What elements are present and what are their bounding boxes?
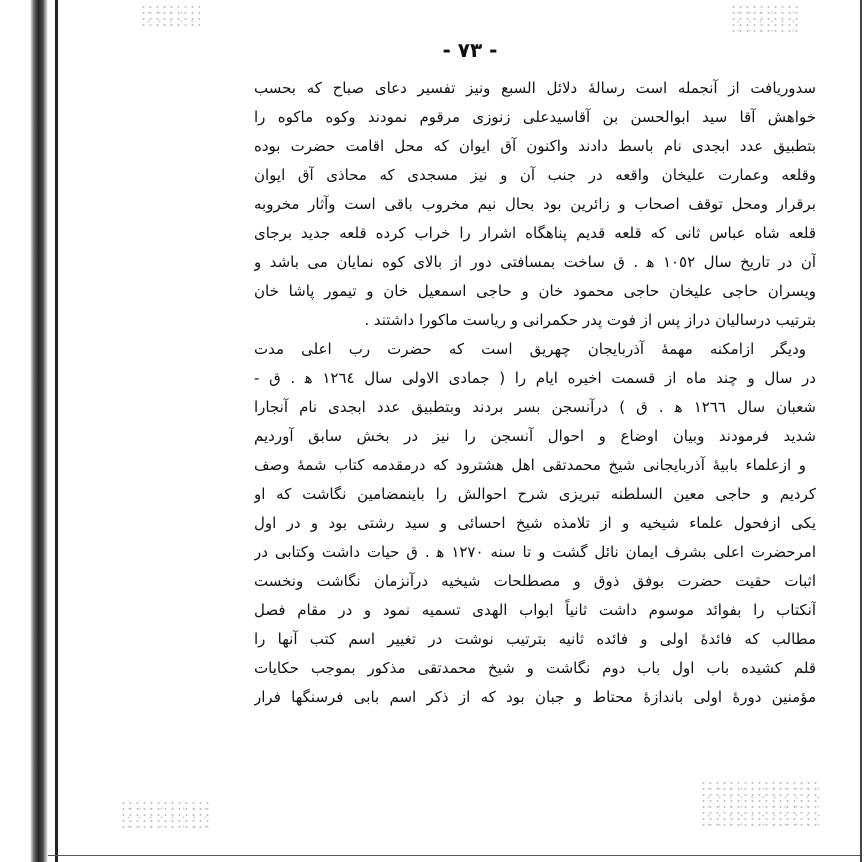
text-line: آن در تاریخ سال ١٠٥٢ ﻫ . ق ساخت بمسافتی دور از بالای کوه نمایان می باشد و — [254, 253, 816, 271]
body-text — [254, 74, 816, 712]
text-line: مؤمنین دورهٔ اولی باندازهٔ محتاط و جبان بود که از ذکر اسم بابی فرسنگها فرار — [254, 688, 816, 706]
text-line: وقلعه وعمارت علیخان واقعه در جنب آن و نیز مسجدی که محاذی آق ایوان — [254, 166, 816, 184]
scan-noise — [700, 780, 820, 830]
text-line: آنکتاب را بفوائد موسوم داشت ثانیاً ابواب الهدی تسمیه نمود و در مقام فصل — [254, 601, 816, 619]
text-line: برقرار ومحل توقف اصحاب و زائرین بود بحال نیم مخروب باقی است وآثار مخروبه — [254, 195, 816, 213]
page-right-edge — [860, 0, 862, 862]
book-spine-shadow — [30, 0, 48, 862]
page-number: - ٧٣ - — [442, 38, 498, 62]
scan-noise — [730, 4, 800, 34]
scan-noise — [120, 800, 210, 830]
text-line: بترتیب درسالیان دراز پس از فوت پدر حکمرانی و ریاست ماکورا داشتند . — [364, 311, 816, 329]
text-line: امرحضرت اعلی بشرف ایمان نائل گشت و تا سنه ١٢٧٠ ﻫ . ق حیات داشت وکتابی در — [254, 543, 816, 561]
page-bottom-edge — [48, 855, 860, 856]
text-line: خواهش آقا سید ابوالحسن بن آقاسیدعلی زنوزی مرقوم نمودند وکوه ماکوه را — [254, 108, 816, 126]
scan-noise — [140, 4, 200, 28]
text-line: اثبات حقیت حضرت بوفق ذوق و مصطلحات شیخیه درآنزمان نگاشت ونخست — [254, 572, 816, 590]
text-line: کردیم و حاجی معین السلطنه تبریزی شرح احوالش را باینمضامین نگاشت که او — [254, 485, 816, 503]
text-line: مطالب که فائدهٔ اولی و فائده ثانیه بترتیب نوشت در تغییر اسم کتب آنها را — [254, 630, 816, 648]
text-line: شعبان سال ١٢٦٦ ﻫ . ق ) درآنسجن بسر بردند وبتطبیق عدد ابجدی نام آنجارا — [254, 398, 816, 416]
page-left-edge — [55, 0, 58, 862]
text-line: در سال و چند ماه از قسمت اخیره ایام را ( جمادی الاولی سال ١٢٦٤ ﻫ . ق - — [254, 369, 816, 387]
text-line: قلعه شاه عباس ثانی که قلعه قدیم پناهگاه اشرار را خراب کرده قلعه جدید برجای — [254, 224, 816, 242]
text-line: سدوریافت از آنجمله است رسالهٔ دلائل السبع ونیز تفسیر دعای صباح که بحسب — [254, 79, 816, 97]
paragraph-start-line: و ازعلماء بابیهٔ آذربایجانی شیخ محمدتقی اهل هشترود که درمقدمه کتاب شمهٔ وصف — [254, 456, 806, 474]
text-line: قلم کشیده باب اول باب دوم نگاشت و شیخ محمدتقی مذکور بموجب حکایات — [254, 659, 816, 677]
text-line: ویسران حاجی علیخان حاجی محمود خان و حاجی اسمعیل خان و تیمور پاشا خان — [254, 282, 816, 300]
text-line: شدید فرمودند وبیان اوضاع و احوال آنسجن را نیز در بخش سابق آوردیم — [254, 427, 816, 445]
text-line: یکی ازفحول علماء شیخیه و از تلامذه شیخ احسائی و سید رشتی بود و در اول — [254, 514, 816, 532]
paragraph-start-line: ودیگر ازامکنه مهمهٔ آذربایجان چهریق است که حضرت رب اعلی مدت — [254, 340, 806, 358]
text-line: بتطبیق عدد ابجدی نام باسط دادند واکنون آق ایوان که محل اقامت حضرت بوده — [254, 137, 816, 155]
